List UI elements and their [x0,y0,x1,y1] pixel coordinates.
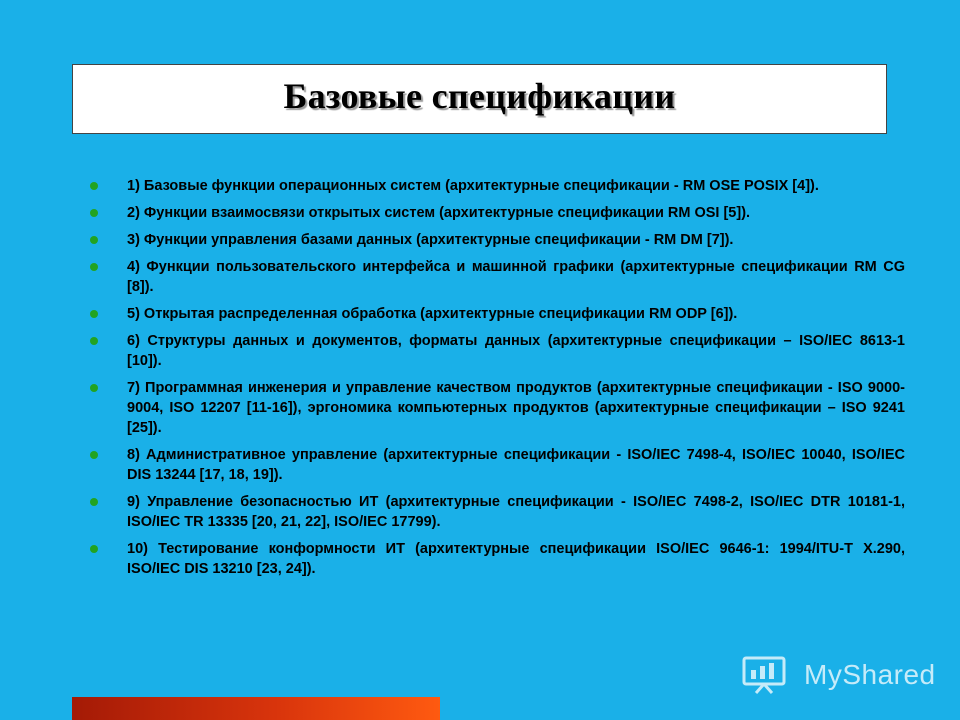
list-item [90,176,905,196]
list-item-text: 4) Функции пользовательского интерфейса и машинной графики (архитектурные спецификации RM CG [8]). [127,259,905,295]
list-item-text: 3) Функции управления базами данных (архитектурные спецификации - RM DM [7]). [127,232,734,248]
list-item-text: 7) Программная инженерия и управление качеством продуктов (архитектурные спецификации - ISO 9000-9004, ISO 12207 [11-16]), эргономика компьютерных продуктов (архитектурные спецификации – ISO 9241 [25]). [127,380,905,436]
list-item [90,331,905,371]
list-item-text: 1) Базовые функции операционных систем (архитектурные спецификации - RM OSE POSIX [4]). [127,178,819,194]
bullet-icon [90,209,98,217]
bullet-icon [90,545,98,553]
list-item-text: 2) Функции взаимосвязи открытых систем (архитектурные спецификации RM OSI [5]). [127,205,751,221]
bullet-icon [90,384,98,392]
slide-title: Базовые спецификации [283,76,676,116]
list-item [90,203,905,223]
watermark [742,655,936,695]
bullet-icon [90,263,98,271]
list-item-text: 8) Административное управление (архитектурные спецификации - ISO/IEC 7498-4, ISO/IEC 10040, ISO/IEC DIS 13244 [17, 18, 19]). [127,447,905,483]
list-item [90,230,905,250]
bullet-icon [90,182,98,190]
bullet-icon [90,451,98,459]
bullet-icon [90,236,98,244]
list-item [90,492,905,532]
list-item [90,539,905,579]
list-item [90,378,905,438]
title-box [72,64,887,134]
list-item-text: 5) Открытая распределенная обработка (архитектурные спецификации RM ODP [6]). [127,306,738,322]
spec-list [90,176,905,586]
bottom-decor-bar [72,697,440,720]
list-item-text: 9) Управление безопасностью ИТ (архитектурные спецификации - ISO/IEC 7498-2, ISO/IEC DTR 10181-1, ISO/IEC TR 13335 [20, 21, 22], ISO/IEC 17799). [127,494,905,530]
watermark-text: MyShared [804,659,936,690]
list-item-text: 10) Тестирование конформности ИТ (архитектурные спецификации ISO/IEC 9646-1: 1994/ITU-T X.290, ISO/IEC DIS 13210 [23, 24]). [127,541,905,577]
bullet-icon [90,337,98,345]
list-item [90,257,905,297]
list-item [90,445,905,485]
bullet-icon [90,498,98,506]
bullet-icon [90,310,98,318]
list-item-text: 6) Структуры данных и документов, форматы данных (архитектурные спецификации – ISO/IEC 8613-1 [10]). [127,333,905,369]
list-item [90,304,905,324]
presentation-board-icon [742,655,798,695]
